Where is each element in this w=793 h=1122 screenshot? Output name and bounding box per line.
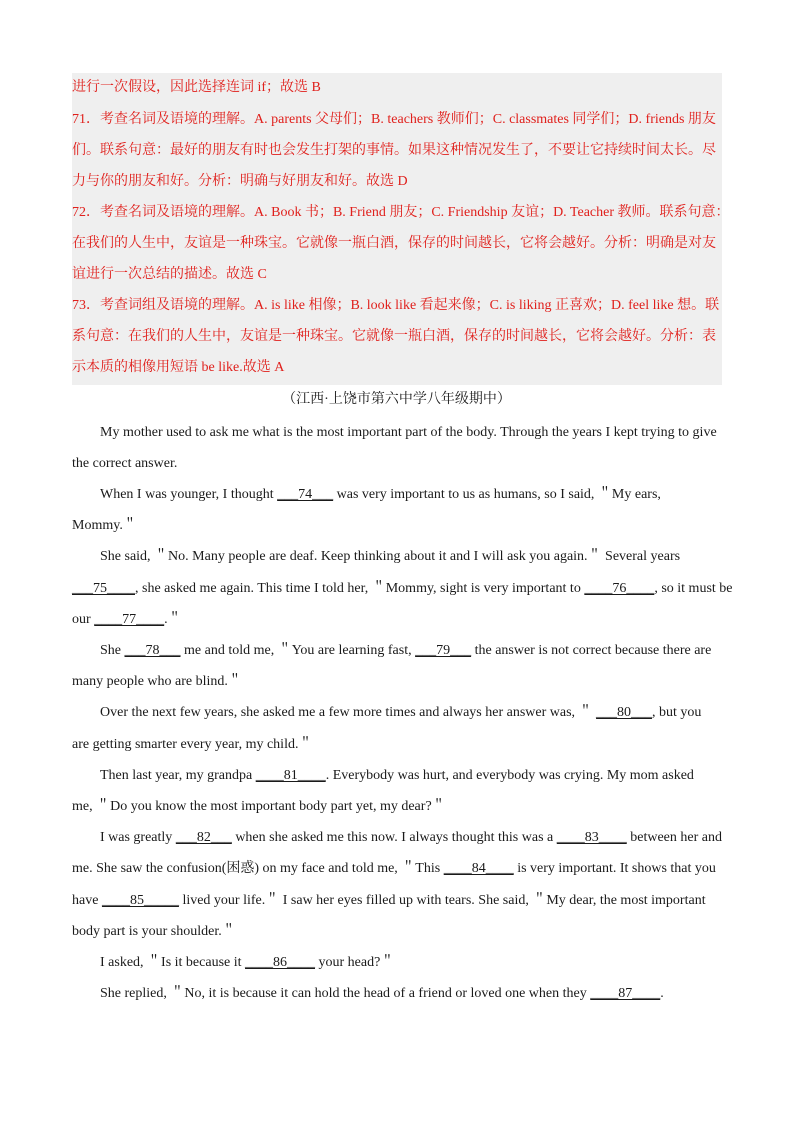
cloze-blank: ___74___ [277,487,334,502]
passage-text: .＂ [164,612,182,627]
answer-line: 谊进行一次总结的描述。故选 C [72,267,267,282]
passage-line [100,984,664,1004]
passage-text: body part is your shoulder.＂ [72,924,236,939]
answer-line: 示本质的相像用短语 be like.故选 A [72,360,285,375]
passage-line [72,735,312,755]
answer-line: 系句意：在我们的人生中，友谊是一种珠宝。它就像一瓶白酒，保存的时间越长，它将会越好。分析：表 [72,329,716,344]
cloze-blank: ____83____ [556,830,627,845]
passage-text: me and told me, ＂You are learning fast, [180,643,416,658]
answer-line: 在我们的人生中，友谊是一种珠宝。它就像一瓶白酒，保存的时间越长，它将会越好。分析：明确是对友 [72,236,716,251]
passage-text: your head?＂ [315,955,395,970]
answer-line: 们。联系句意：最好的朋友有时也会发生打架的事情。如果这种情况发生了，不要让它持续时间太长。尽 [72,143,716,158]
passage-text: , she asked me again. This time I told her, ＂Mommy, sight is very important to [135,581,585,596]
passage-text: She said, ＂No. Many people are deaf. Keep thinking about it and I will ask you again.＂ Several years [100,549,681,564]
passage-line [72,672,242,692]
passage-text: . [660,986,664,1001]
passage-text: , but you [652,705,702,720]
cloze-blank: ____87____ [590,986,661,1001]
passage-line [72,922,236,942]
passage-text: are getting smarter every year, my child.＂ [72,737,313,752]
cloze-blank: ___82___ [175,830,232,845]
passage-line [100,641,711,661]
passage-text: the answer is not correct because there are [471,643,712,658]
answer-line: 72．考查名词及语境的理解。A. Book 书；B. Friend 朋友；C. Friendship 友谊；D. Teacher 教师。联系句意： [72,205,730,220]
passage-text: me. She saw the confusion(困惑) on my face and told me, ＂This [72,861,444,876]
passage-line [100,766,694,786]
passage-text: Then last year, my grandpa [100,768,256,783]
passage-line [72,579,733,599]
cloze-blank: ___80___ [596,705,653,720]
passage-line [72,610,182,630]
passage-line [72,516,137,536]
passage-line [72,891,706,911]
passage-text: My mother used to ask me what is the most important part of the body. Through the years I kept trying to give [100,425,717,440]
cloze-blank: ___79___ [415,643,472,658]
passage-text: I was greatly [100,830,176,845]
passage-line [100,703,701,723]
passage-text: She replied, ＂No, it is because it can hold the head of a friend or loved one when they [100,986,591,1001]
cloze-blank: ____84____ [443,861,514,876]
passage-text: is very important. It shows that you [513,861,716,876]
passage-text: when she asked me this now. I always thought this was a [231,830,557,845]
passage-text: She [100,643,125,658]
cloze-blank: ____81____ [255,768,326,783]
passage-text: the correct answer. [72,456,178,471]
passage-text: was very important to us as humans, so I said, ＂My ears, [333,487,661,502]
passage-text: lived your life.＂ I saw her eyes filled up with tears. She said, ＂My dear, the most important [178,893,706,908]
passage-line [100,953,394,973]
passage-text: our [72,612,95,627]
passage-line [72,454,177,474]
passage-line [100,485,661,505]
passage-text: between her and [626,830,722,845]
answer-line: 进行一次假设，因此选择连词 if；故选 B [72,80,321,95]
cloze-blank: ____86____ [245,955,316,970]
passage-line [100,423,717,443]
passage-text: have [72,893,102,908]
answer-line: 71．考查名词及语境的理解。A. parents 父母们；B. teachers 教师们；C. classmates 同学们；D. friends 朋友 [72,112,716,127]
cloze-blank: ___75____ [72,581,135,596]
passage-line [72,859,716,879]
cloze-blank: ___78___ [124,643,181,658]
passage-text: . Everybody was hurt, and everybody was crying. My mom asked [325,768,694,783]
passage-text: Over the next few years, she asked me a few more times and always her answer was, ＂ [100,705,597,720]
answer-line: 力与你的朋友和好。分析：明确与好朋友和好。故选 D [72,174,408,189]
cloze-blank: ____76____ [584,581,655,596]
passage-text: me, ＂Do you know the most important body part yet, my dear?＂ [72,799,446,814]
passage-text: , so it must be [654,581,733,596]
passage-text: Mommy.＂ [72,518,137,533]
passage-text: When I was younger, I thought [100,487,278,502]
passage-source-title: （江西·上饶市第六中学八年级期中） [282,392,511,407]
passage-text: many people who are blind.＂ [72,674,242,689]
answer-line: 73．考查词组及语境的理解。A. is like 相像；B. look like 看起来像；C. is liking 正喜欢；D. feel like 想。联 [72,298,720,313]
passage-line [100,828,722,848]
passage-text: I asked, ＂Is it because it [100,955,246,970]
passage-line [100,547,680,567]
cloze-blank: ____77____ [94,612,165,627]
cloze-blank: ____85_____ [101,893,179,908]
passage-line [72,797,446,817]
